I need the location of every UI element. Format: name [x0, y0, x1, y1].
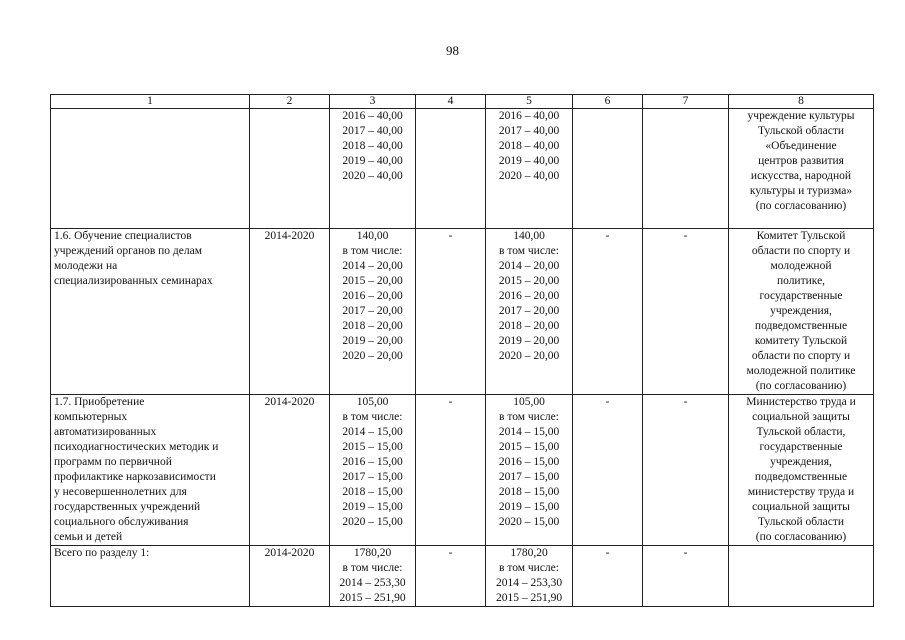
- cell-line: 2016 – 15,00: [342, 456, 403, 468]
- cell-line: 1.7. Приобретение: [54, 396, 145, 408]
- cell-line: 2017 – 20,00: [342, 305, 403, 317]
- cell-line: 2014 – 253,30: [339, 577, 406, 589]
- cell-line: комитету Тульской: [754, 335, 848, 347]
- cell-line: 2020 – 20,00: [342, 350, 403, 362]
- cell-line: 2018 – 20,00: [498, 320, 560, 332]
- cell-line: 2019 – 15,00: [342, 501, 403, 513]
- cell-line: Министерство труда и: [746, 396, 856, 408]
- cell-line: молодежной политике: [746, 365, 856, 377]
- table-cell-c3: [330, 395, 416, 546]
- cell-line: специализированных семинарах: [54, 275, 213, 287]
- cell-line: 2019 – 40,00: [342, 155, 403, 167]
- cell-line: 2014 – 20,00: [342, 260, 403, 272]
- cell-line: области по спорту и: [751, 350, 851, 362]
- cell-line: 140,00: [356, 230, 389, 242]
- table-cell-c6: -: [573, 546, 643, 607]
- cell-line: учреждения,: [770, 305, 832, 317]
- table-cell-c4: -: [416, 546, 486, 607]
- table-cell-c6: [573, 109, 643, 229]
- cell-line: профилактике наркозависимости: [54, 471, 216, 483]
- cell-line: 2014 – 20,00: [498, 260, 560, 272]
- header-cell: 6: [573, 95, 643, 109]
- cell-line: государственных учреждений: [54, 501, 201, 513]
- cell-line: 105,00: [356, 396, 389, 408]
- header-cell: 8: [729, 95, 874, 109]
- cell-line: 2018 – 20,00: [342, 320, 403, 332]
- cell-line: 2020 – 15,00: [342, 516, 403, 528]
- cell-line: учреждения,: [770, 456, 832, 468]
- cell-line: 2018 – 40,00: [498, 140, 560, 152]
- table-cell-c3: [330, 546, 416, 607]
- cell-line: психодиагностических методик и: [54, 441, 219, 453]
- page-number: 98: [446, 43, 459, 58]
- cell-line: 2016 – 20,00: [342, 290, 403, 302]
- cell-line: в том числе:: [499, 245, 559, 257]
- table-cell-c8: [729, 546, 874, 607]
- cell-line: Тульской области: [757, 516, 844, 528]
- table-cell-c5: [486, 546, 573, 607]
- table-cell-c2: 2014-2020: [250, 229, 330, 395]
- cell-line: (по согласованию): [755, 200, 847, 212]
- cell-line: 2014 – 15,00: [342, 426, 403, 438]
- cell-line: государственные: [759, 290, 843, 302]
- cell-line: центров развития: [758, 155, 844, 167]
- cell-line: программ по первичной: [54, 456, 172, 468]
- table-cell-c2: [250, 109, 330, 229]
- cell-line: 2014 – 15,00: [498, 426, 560, 438]
- table-cell-c7: -: [643, 546, 729, 607]
- cell-line: (по согласованию): [755, 380, 847, 392]
- cell-line: 1.6. Обучение специалистов: [54, 230, 192, 242]
- table-cell-c5: [486, 229, 573, 395]
- table-row: [51, 109, 874, 229]
- table-cell-c7: [643, 109, 729, 229]
- table-cell-c6: -: [573, 395, 643, 546]
- cell-line: 2015 – 251,90: [495, 592, 563, 604]
- table-cell-c4: -: [416, 395, 486, 546]
- table-cell-c8: [729, 395, 874, 546]
- cell-line: 2016 – 20,00: [498, 290, 560, 302]
- table-cell-c7: -: [643, 229, 729, 395]
- cell-line: 2020 – 15,00: [498, 516, 560, 528]
- cell-line: компьютерных: [54, 411, 128, 423]
- table-cell-c5: [486, 109, 573, 229]
- cell-line: 2019 – 20,00: [342, 335, 403, 347]
- cell-line: 2020 – 40,00: [342, 170, 403, 182]
- cell-line: Тульской области,: [756, 426, 846, 438]
- table-cell-c1: [51, 546, 250, 607]
- cell-line: социальной защиты: [752, 411, 850, 423]
- cell-line: (по согласованию): [755, 531, 847, 543]
- table-row: [51, 395, 874, 546]
- cell-line: 2018 – 15,00: [342, 486, 403, 498]
- cell-line: социального обслуживания: [54, 516, 189, 528]
- cell-line: 2015 – 15,00: [498, 441, 560, 453]
- cell-line: молодежной: [770, 260, 832, 272]
- cell-line: искусства, народной: [750, 170, 852, 182]
- cell-line: Комитет Тульской: [756, 230, 846, 242]
- cell-line: подведомственные: [754, 320, 848, 332]
- table-cell-c7: -: [643, 395, 729, 546]
- cell-line: культуры и туризма»: [749, 185, 853, 197]
- cell-line: молодежи на: [54, 260, 118, 272]
- cell-line: 2015 – 20,00: [498, 275, 560, 287]
- cell-line: 2018 – 40,00: [342, 140, 403, 152]
- cell-line: 1780,20: [510, 547, 548, 559]
- cell-line: 2020 – 20,00: [498, 350, 560, 362]
- table-cell-c8: [729, 109, 874, 229]
- cell-line: в том числе:: [342, 562, 403, 574]
- table-row: [51, 546, 874, 607]
- cell-line: в том числе:: [499, 411, 559, 423]
- table-cell-c3: [330, 109, 416, 229]
- cell-line: 2017 – 40,00: [498, 125, 560, 137]
- cell-line: учреждение культуры: [747, 110, 855, 122]
- cell-line: Тульской области: [757, 125, 844, 137]
- cell-line: семьи и детей: [54, 531, 123, 543]
- table-cell-c1: [51, 109, 250, 229]
- cell-line: у несовершеннолетних для: [54, 486, 187, 498]
- cell-line: 2020 – 40,00: [498, 170, 560, 182]
- table-cell-c4: [416, 109, 486, 229]
- cell-line: 140,00: [513, 230, 545, 242]
- cell-line: 2018 – 15,00: [498, 486, 560, 498]
- cell-line: политике,: [776, 275, 826, 287]
- table-cell-c1: [51, 229, 250, 395]
- cell-line: подведомственные: [754, 471, 848, 483]
- header-cell: 7: [643, 95, 729, 109]
- cell-line: в том числе:: [342, 411, 403, 423]
- cell-line: министерству труда и: [747, 486, 855, 498]
- header-cell: 4: [416, 95, 486, 109]
- table-cell-c1: [51, 395, 250, 546]
- header-cell: 1: [51, 95, 250, 109]
- cell-line: 2019 – 15,00: [498, 501, 560, 513]
- table-cell-c8: [729, 229, 874, 395]
- cell-line: 2017 – 15,00: [342, 471, 403, 483]
- cell-line: социальной защиты: [752, 501, 850, 513]
- header-cell: 2: [250, 95, 330, 109]
- cell-line: «Объединение: [765, 140, 837, 152]
- table-cell-c4: -: [416, 229, 486, 395]
- table-cell-c2: 2014-2020: [250, 395, 330, 546]
- table-cell-c5: [486, 395, 573, 546]
- cell-line: 1780,20: [353, 547, 392, 559]
- cell-line: 2017 – 15,00: [498, 471, 560, 483]
- cell-line: 2019 – 40,00: [498, 155, 560, 167]
- cell-line: 2016 – 40,00: [498, 110, 560, 122]
- cell-line: 2016 – 15,00: [498, 456, 560, 468]
- cell-line: 2016 – 40,00: [342, 110, 403, 122]
- cell-line: 2019 – 20,00: [498, 335, 560, 347]
- header-cell: 5: [486, 95, 573, 109]
- table-cell-c6: -: [573, 229, 643, 395]
- cell-line: 2015 – 15,00: [342, 441, 403, 453]
- cell-line: 2017 – 20,00: [498, 305, 560, 317]
- cell-line: в том числе:: [342, 245, 403, 257]
- table-row: [51, 229, 874, 395]
- cell-line: учреждений органов по делам: [54, 245, 203, 257]
- cell-line: Всего по разделу 1:: [54, 547, 150, 559]
- cell-line: 2015 – 20,00: [342, 275, 403, 287]
- program-table: [50, 94, 874, 607]
- header-row: [51, 95, 874, 109]
- cell-line: области по спорту и: [751, 245, 851, 257]
- cell-line: в том числе:: [499, 562, 559, 574]
- cell-line: 2015 – 251,90: [339, 592, 406, 604]
- table-cell-c3: [330, 229, 416, 395]
- cell-line: государственные: [759, 441, 843, 453]
- table-cell-c2: 2014-2020: [250, 546, 330, 607]
- header-cell: 3: [330, 95, 416, 109]
- cell-line: автоматизированных: [54, 426, 157, 438]
- cell-line: 2017 – 40,00: [342, 125, 403, 137]
- cell-line: 105,00: [513, 396, 545, 408]
- cell-line: 2014 – 253,30: [495, 577, 563, 589]
